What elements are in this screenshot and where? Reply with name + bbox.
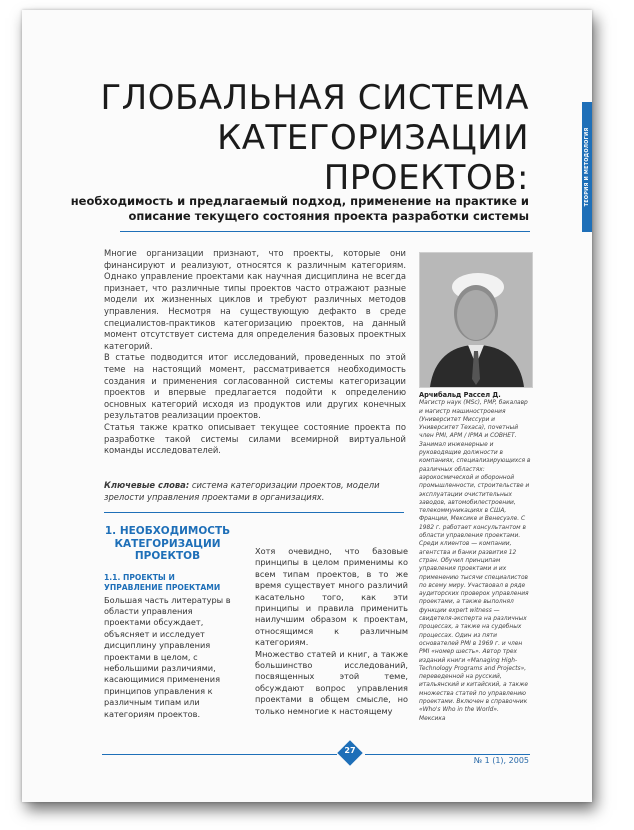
section-tab (582, 102, 592, 232)
title-line: ГЛОБАЛЬНАЯ СИСТЕМА (100, 78, 529, 118)
subsection-heading: 1.1. ПРОЕКТЫ И УПРАВЛЕНИЕ ПРОЕКТАМИ (104, 572, 221, 592)
abstract-paragraph: В статье подводится итог исследований, проведенных по этой теме на настоящий момент, рассматривается необходимость создания и применения согласованной системы категоризации проектов и впервые предлагается подойти к определению основных категорий исходя из продуктов или других конечных результатов реализации проектов. (104, 352, 406, 421)
footer-rule-right (365, 754, 530, 755)
article-subtitle: необходимость и предлагаемый подход, применение на практике и описание текущего состояния проекта разработки системы (70, 194, 529, 223)
abstract-paragraph: Статья также кратко описывает текущее состояние проекта по разработке такой системы силами всемирной виртуальной команды исследователей. (104, 421, 406, 456)
abstract-paragraph: Многие организации признают, что проекты, которые они финансируют и реализуют, относятся к различным категориям. Однако управление проектами как научная дисциплина не всегда признает, что различные типы проектов часто отражают разные модели их жизненных циклов и требуют различных методов управления. Несмотря на существующую дефакто в среде специалистов-практиков категоризацию проектов, на данный момент отсутствует система для определения базовых проектных категорий. (104, 248, 406, 351)
article-title (100, 78, 529, 198)
column-right (255, 546, 408, 717)
keywords-text: система категоризации проектов, модели зрелости управления проектами в организациях. (104, 480, 380, 502)
keywords (104, 480, 406, 503)
author-photo (419, 252, 533, 388)
body-paragraph: Хотя очевидно, что базовые принципы в целом применимы ко всем типам проектов, в то же время существует много различий касательно того, как эти принципы и правила применить наилучшим образом к проектам, относящимся к различным категориям. (255, 546, 408, 648)
body-paragraph: Большая часть литературы в области управления проектами обсуждает, объясняет и исследует дисциплину управления проектами в целом, с небольшими различиями, касающимися применения принципов управления к различным типам или категориям проектов. (104, 594, 231, 719)
issue-number: № 1 (1), 2005 (473, 756, 529, 765)
title-divider (120, 231, 530, 232)
title-line: КАТЕГОРИЗАЦИИ (217, 118, 529, 158)
keywords-label: Ключевые слова: (104, 480, 190, 490)
article-abstract (104, 248, 406, 457)
author-bio-text: Магистр наук (MSc), PMP, бакалавр и магистр машиностроения (Университет Миссури и Университет Техаса), почетный член PMI, APM / IPMA и СОВНЕТ. Занимал инженерные и руководящие должности в компаниях, специализирующихся в различных областях: аэрокосмической и оборонной промышленности, строительстве и эксплуатации очистительных заводов, автомобилестроении, телекоммуникациях в США, Франции, Мексике и Венесуэле. С 1982 г. работает консультантом в области управления проектами. Среди клиентов — компании, агентства и банки развития 12 стран. Обучил принципам управления проектами и их применению тысячи специалистов по всему миру. Участвовал в ряде аудиторских проверок управления проектами, а также выполнял функции expert witness — свидетеля-эксперта на различных процессах, а также на судебных процессах. Один из пяти основателей PMI в 1969 г. и член PMI «номер шесть». Автор трех изданий книги «Managing High-Technology Programs and Projects», переведенной на русский, итальянский и китайский, а также множества статей по управлению проектами. Включен в справочник «Who's Who in the World». (419, 400, 531, 714)
author-location: Мексика (419, 715, 446, 722)
magazine-page (22, 10, 592, 802)
section-heading: 1. НЕОБХОДИМОСТЬ КАТЕГОРИЗАЦИИ ПРОЕКТОВ (104, 525, 231, 562)
section-tab-label: ТЕОРИЯ И МЕТОДОЛОГИЯ (584, 127, 590, 207)
author-portrait-icon (420, 253, 532, 387)
footer-rule-left (102, 754, 337, 755)
body-paragraph: Множество статей и книг, а также большинство исследований, посвященных этой теме, обсуждают вопрос управления проектами в общем смысле, но только немногие к настоящему (255, 648, 408, 716)
author-bio (419, 391, 533, 723)
author-name: Арчибальд Рассел Д. (419, 391, 501, 399)
column-left (104, 525, 231, 720)
page-number: 27 (344, 746, 356, 755)
section-divider (104, 512, 404, 513)
title-line: ПРОЕКТОВ: (323, 158, 529, 198)
